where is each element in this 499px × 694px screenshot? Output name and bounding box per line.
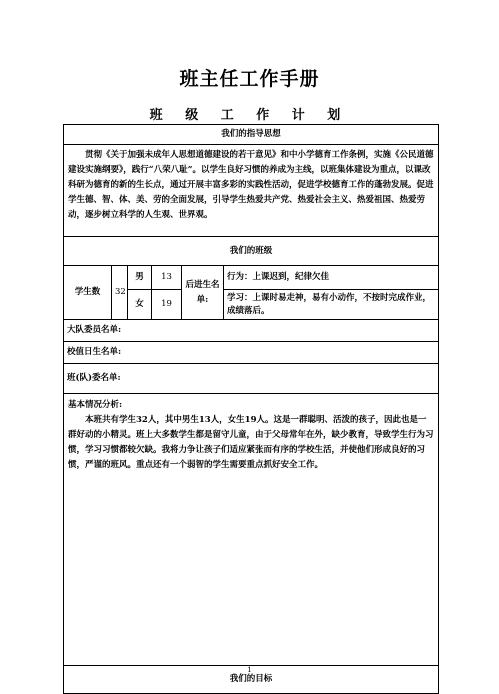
squad-list-label: 班(队)委名单: — [64, 364, 439, 394]
work-plan-table — [63, 124, 439, 694]
female-count: 19 — [152, 290, 182, 320]
students-total: 32 — [112, 266, 128, 320]
male-label: 男 — [128, 266, 152, 290]
page-subtitle: 班 级 工 作 计 划 — [149, 108, 350, 123]
goals-heading: 我们的目标 — [64, 666, 439, 694]
basic-analysis-cell — [64, 394, 439, 666]
brigade-list-label: 大队委员名单: — [64, 320, 439, 342]
laggard-label: 后进生名 单: — [182, 266, 224, 320]
behavior-text: 行为：上课迟到，纪律欠佳 — [224, 266, 439, 290]
female-label: 女 — [128, 290, 152, 320]
class-heading: 我们的班级 — [64, 237, 439, 266]
guiding-heading: 我们的指导思想 — [64, 125, 439, 145]
basic-text: 本班共有学生32人，其中男生13人，女生19人。这是一群聪明、活泼的孩子，因此也是一群好动的小精灵。班上大多数学生都是留守儿童，由于父母常年在外，缺少教育，导致学生行为习惯，学习习惯都较欠缺。我将力争让孩子们适应紧张而有序的学校生活，并使他们形成良好的习惯，严谨的班风。重点还有一个弱智的学生需要重点抓好安全工作。 — [68, 415, 434, 470]
page-title: 班主任工作手册 — [179, 68, 320, 90]
study-text: 学习：上课时易走神，易有小动作，不按时完成作业，成绩落后。 — [224, 290, 439, 320]
students-label: 学生数 — [64, 266, 112, 320]
male-count: 13 — [152, 266, 182, 290]
patrol-list-label: 校值日生名单: — [64, 342, 439, 364]
basic-heading: 基本情况分析: — [68, 400, 123, 410]
page-number: 1 — [247, 666, 252, 674]
guiding-text: 贯彻《关于加强未成年人思想道德建设的若干意见》和中小学德育工作条例，实施《公民道德建设实施纲要》，践行“八荣八耻”。以学生良好习惯的养成为主线，以班集体建设为重点，以课改科研为德育的新的生长点，通过开展丰富多彩的实践性活动，促进学校德育工作的蓬勃发展。促进学生德、智、体、美、劳的全面发展，引导学生热爱共产党、热爱社会主义、热爱祖国、热爱劳动，逐步树立科学的人生观、世界观。 — [64, 145, 439, 237]
